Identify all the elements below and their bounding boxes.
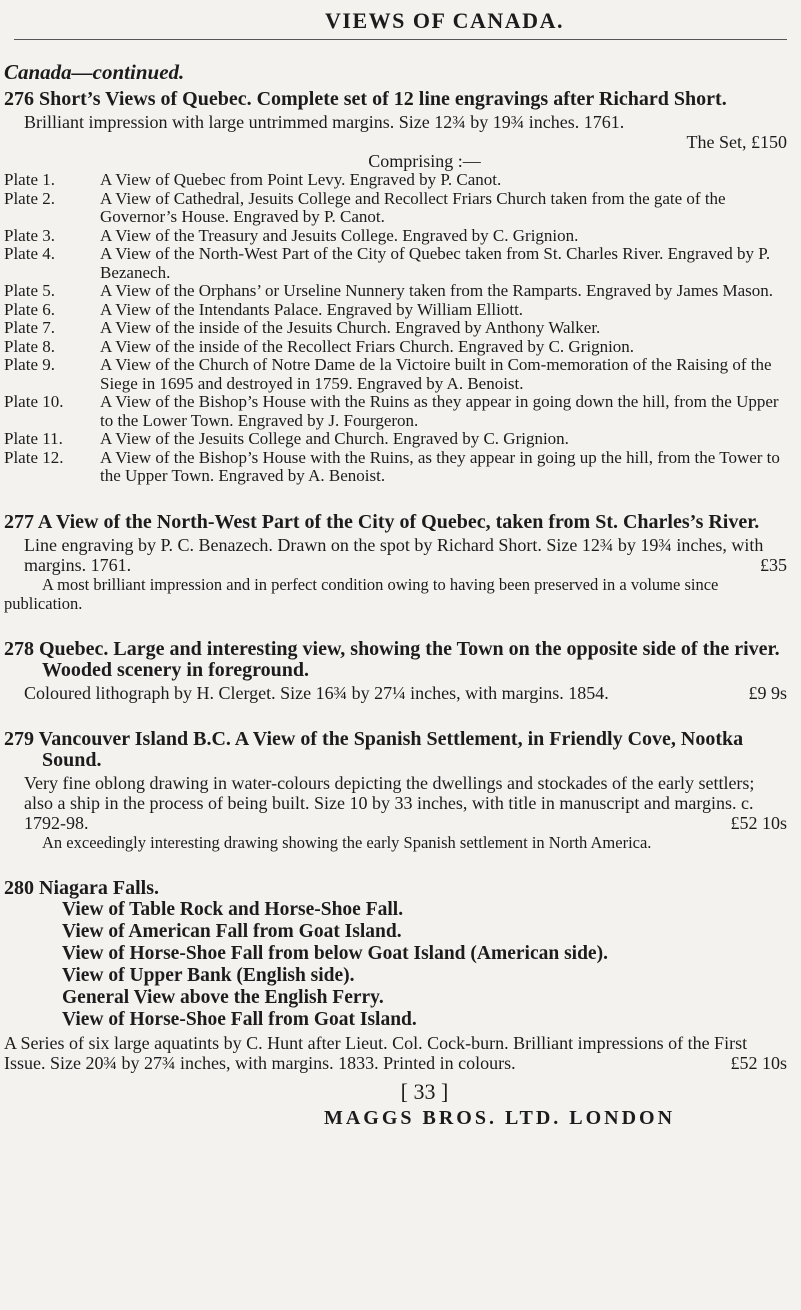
plate-item bbox=[4, 393, 787, 430]
page-header bbox=[102, 0, 787, 34]
plate-text: A View of the Intendants Palace. Engraved by William Elliott. bbox=[100, 299, 524, 319]
plate-text: A View of the Bishop’s House with the Ruins, as they appear in going up the hill, from the Tower to the Upper Town. Engraved by A. Benoist. bbox=[100, 447, 780, 485]
lot-278-desc bbox=[24, 683, 787, 703]
lot-276 bbox=[4, 88, 787, 486]
plate-item bbox=[4, 356, 787, 393]
lot-276-desc bbox=[24, 112, 787, 152]
plate-item bbox=[4, 171, 787, 190]
lot-280-desc-text: A Series of six large aquatints by C. Hunt after Lieut. Col. Cock-burn. Brilliant impressions of the First Issue. Size 20¾ by 27¾ inches, with margins. 1833. Printed in colours. bbox=[4, 1032, 748, 1073]
page-footer bbox=[62, 1079, 787, 1130]
plate-text: A View of Quebec from Point Levy. Engraved by P. Canot. bbox=[100, 170, 502, 189]
plate-label: Plate 2. bbox=[4, 188, 55, 208]
lot-276-head: 276 Short’s Views of Quebec. Complete set of 12 line engravings after Richard Short. bbox=[4, 88, 727, 110]
lot-277-head: 277 A View of the North-West Part of the City of Quebec, taken from St. Charles’s River. bbox=[4, 510, 760, 533]
header-rule bbox=[14, 39, 787, 40]
lot-277-desc bbox=[24, 535, 787, 575]
plate-label: Plate 9. bbox=[4, 355, 55, 374]
lot-278 bbox=[4, 637, 787, 703]
plate-label: Plate 7. bbox=[4, 318, 55, 337]
lot-278-desc-text: Coloured lithograph by H. Clerget. Size 16¾ by 27¼ inches, with margins. 1854. bbox=[24, 682, 609, 703]
lot-280-head: 280 Niagara Falls. bbox=[4, 876, 159, 899]
lot-276-price: The Set, £150 bbox=[686, 132, 787, 152]
publisher-name: MAGGS BROS. LTD. LONDON bbox=[323, 1106, 676, 1129]
plate-item bbox=[4, 301, 787, 320]
plate-label: Plate 5. bbox=[4, 281, 55, 300]
plate-list bbox=[4, 171, 787, 486]
lot-277-price: £35 bbox=[760, 554, 787, 575]
plate-item bbox=[4, 245, 787, 282]
plate-item bbox=[4, 430, 787, 449]
page-number: [ 33 ] bbox=[400, 1078, 449, 1104]
plate-text: A View of Cathedral, Jesuits College and Recollect Friars Church taken from the gate of the Governor’s House. Engraved by P. Canot. bbox=[100, 188, 726, 226]
plate-text: A View of the North-West Part of the City of Quebec taken from St. Charles River. Engraved by P. Bezanech. bbox=[100, 244, 771, 282]
plate-label: Plate 6. bbox=[4, 299, 55, 319]
title-item: View of Horse-Shoe Fall from below Goat Island (American side). bbox=[62, 942, 608, 964]
plate-item bbox=[4, 190, 787, 227]
plate-item bbox=[4, 282, 787, 301]
plate-text: A View of the Bishop’s House with the Ruins as they appear in going down the hill, from the Upper to the Lower Town. Engraved by J. Fourgeron. bbox=[100, 392, 779, 430]
plate-text: A View of the Church of Notre Dame de la Victoire built in Com-memoration of the Raising of the Siege in 1695 and destroyed in 1759. Engraved by A. Benoist. bbox=[100, 355, 772, 393]
lot-277-desc-text: Line engraving by P. C. Benazech. Drawn on the spot by Richard Short. Size 12¾ by 19¾ inches, with margins. 1761. bbox=[24, 534, 764, 575]
plate-text: A View of the Orphans’ or Urseline Nunnery taken from the Ramparts. Engraved by James Mason. bbox=[100, 281, 773, 300]
lot-279-price: £52 10s bbox=[730, 812, 787, 833]
lot-279-head: 279 Vancouver Island B.C. A View of the Spanish Settlement, in Friendly Cove, Nootka Sound. bbox=[4, 727, 744, 771]
plate-text: A View of the inside of the Recollect Friars Church. Engraved by C. Grignion. bbox=[100, 336, 635, 356]
plate-label: Plate 4. bbox=[4, 244, 55, 263]
lot-279-desc bbox=[24, 773, 787, 833]
lot-279-desc-text: Very fine oblong drawing in water-colours depicting the dwellings and stockades of the early settlers; also a ship in the process of being built. Size 10 by 33 inches, with title in manuscript and margins. c. 1792-98. bbox=[24, 772, 755, 833]
lot-280-titles bbox=[62, 899, 787, 1031]
lot-279-note: An exceedingly interesting drawing showing the early Spanish settlement in North America. bbox=[42, 832, 652, 852]
plate-text: A View of the Jesuits College and Church. Engraved by C. Grignion. bbox=[100, 429, 569, 448]
plate-label: Plate 10. bbox=[4, 392, 64, 411]
lot-277-note: A most brilliant impression and in perfect condition owing to having been preserved in a volume since publication. bbox=[4, 574, 719, 613]
title-item: View of Horse-Shoe Fall from Goat Island. bbox=[62, 1008, 417, 1030]
plate-label: Plate 12. bbox=[4, 447, 64, 467]
plate-label: Plate 3. bbox=[4, 225, 55, 245]
plate-item bbox=[4, 338, 787, 357]
title-item: General View above the English Ferry. bbox=[62, 986, 384, 1008]
title-item: View of Table Rock and Horse-Shoe Fall. bbox=[62, 898, 404, 920]
plate-label: Plate 1. bbox=[4, 170, 55, 189]
plate-item bbox=[4, 227, 787, 246]
plate-item bbox=[4, 449, 787, 486]
lot-276-price-line bbox=[24, 132, 787, 152]
lot-280-desc bbox=[4, 1033, 787, 1073]
plate-label: Plate 8. bbox=[4, 336, 55, 356]
lot-277 bbox=[4, 510, 787, 613]
lot-279 bbox=[4, 727, 787, 852]
lot-280 bbox=[4, 876, 787, 1073]
plate-label: Plate 11. bbox=[4, 429, 63, 448]
plate-text: A View of the inside of the Jesuits Church. Engraved by Anthony Walker. bbox=[100, 318, 601, 337]
section-title: Canada—continued. bbox=[4, 60, 185, 84]
title-item: View of Upper Bank (English side). bbox=[62, 964, 355, 986]
lot-278-price: £9 9s bbox=[748, 682, 787, 703]
plate-text: A View of the Treasury and Jesuits College. Engraved by C. Grignion. bbox=[100, 225, 579, 245]
lot-276-desc-text: Brilliant impression with large untrimmed margins. Size 12¾ by 19¾ inches. 1761. bbox=[24, 112, 625, 132]
plate-item bbox=[4, 319, 787, 338]
comprising-label: Comprising :— bbox=[368, 151, 481, 171]
title-item: View of American Fall from Goat Island. bbox=[62, 920, 402, 942]
lot-278-head: 278 Quebec. Large and interesting view, showing the Town on the opposite side of the river. Wooded scenery in foreground. bbox=[4, 637, 780, 681]
header-title: VIEWS OF CANADA. bbox=[325, 8, 564, 33]
lot-280-price: £52 10s bbox=[730, 1052, 787, 1073]
